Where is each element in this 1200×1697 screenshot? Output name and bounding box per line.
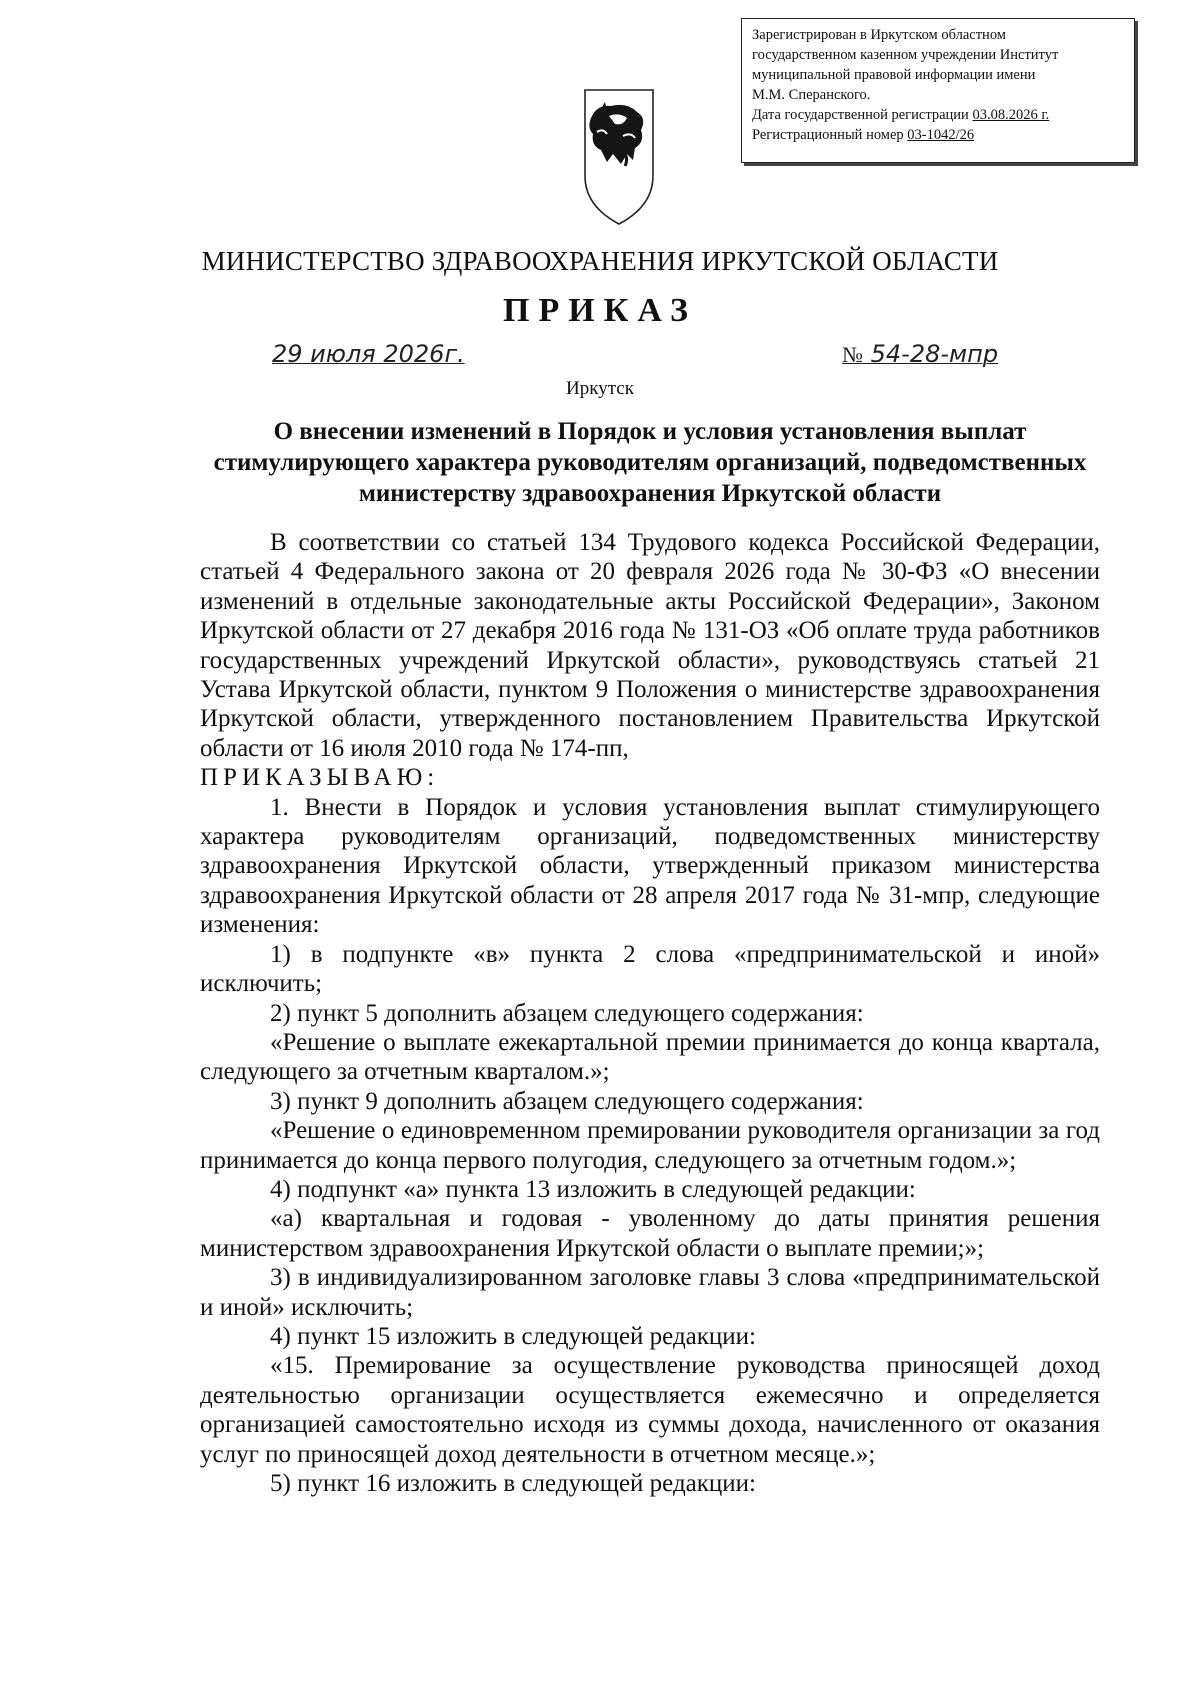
body-paragraph: 5) пункт 16 изложить в следующей редакции: [270,1470,756,1497]
body-paragraph: 2) пункт 5 дополнить абзацем следующего содержания: [270,999,864,1027]
order-date: 29 июля 2026г. [272,340,465,368]
registration-number-label: Регистрационный номер [752,127,908,143]
registration-line: государственном казенном учреждении Институт [752,47,1059,63]
body-paragraph: «Решение о выплате ежекартальной премии принимается до конца квартала, следующего за отчетным кварталом.»; [200,1028,1100,1086]
number-sign: № [842,342,863,367]
registration-number-line [752,125,1124,145]
registration-line: муниципальной правовой информации имени [752,67,1036,83]
registration-number-value: 03-1042/26 [907,127,975,143]
ministry-name: МИНИСТЕРСТВО ЗДРАВООХРАНЕНИЯ ИРКУТСКОЙ ОБЛАСТИ [201,246,999,276]
document-type: ПРИКАЗ [503,292,697,329]
irkutsk-coat-of-arms-icon [583,88,655,226]
registration-stamp [741,18,1135,163]
body-paragraph: «а) квартальная и годовая - уволенному до даты принятия решения министерством здравоохранения Иркутской области о выплате премии;»; [200,1205,1100,1262]
registration-date-line [752,105,1124,125]
document-body [200,528,1100,1498]
order-number [842,340,998,368]
registration-line: М.М. Сперанского. [752,87,871,103]
registration-line: Зарегистрирован в Иркутском областном [752,27,1006,43]
order-number-value: 54-28-мпр [870,340,999,368]
body-paragraph: 3) в индивидуализированном заголовке главы 3 слова «предпринимательской и иной» исключить; [200,1264,1100,1321]
document-heading: О внесении изменений в Порядок и условия установления выплат стимулирующего характера руководителям организаций, подведомственных министерству здравоохранения Иркутской области [213,418,1087,507]
body-paragraph: 3) пункт 9 дополнить абзацем следующего содержания: [270,1087,864,1115]
body-paragraph: «15. Премирование за осуществление руководства приносящей доход деятельностью организации осуществляется ежемесячно и определяется организацией самостоятельно исходя из суммы дохода, начисленного от оказания услуг по приносящей доход деятельности в отчетном месяце.»; [200,1352,1100,1468]
body-paragraph: 4) пункт 15 изложить в следующей редакции: [270,1322,756,1350]
body-paragraph: 1. Внести в Порядок и условия установления выплат стимулирующего характера руководителям организаций, подведомственных министерству здравоохранения Иркутской области, утвержденный приказом министерства здравоохранения Иркутской области от 28 апреля 2017 года № 31-мпр, следующие изменения: [200,793,1100,939]
registration-date-label: Дата государственной регистрации [752,107,973,123]
body-paragraph: 1) в подпункте «в» пункта 2 слова «предпринимательской и иной» исключить; [200,940,1100,998]
body-paragraph: 4) подпункт «а» пункта 13 изложить в следующей редакции: [270,1175,916,1203]
registration-date-value: 03.08.2026 г. [972,107,1050,123]
city: Иркутск [566,378,634,399]
preamble-paragraph: В соответствии со статьей 134 Трудового кодекса Российской Федерации, статьей 4 Федерального закона от 20 февраля 2026 года № 30-ФЗ «О внесении изменений в отдельные законодательные акты Российской Федерации», Законом Иркутской области от 27 декабря 2016 года № 131-ОЗ «Об оплате труда работников государственных учреждений Иркутской области», руководствуясь статьей 21 Устава Иркутской области, пунктом 9 Положения о министерстве здравоохранения Иркутской области, утвержденного постановлением Правительства Иркутской области от 16 июля 2010 года № 174-пп, [200,529,1100,762]
decree-word: ПРИКАЗЫВАЮ: [200,764,440,792]
body-paragraph: «Решение о единовременном премировании руководителя организации за год принимается до конца первого полугодия, следующего за отчетным годом.»; [200,1117,1100,1174]
